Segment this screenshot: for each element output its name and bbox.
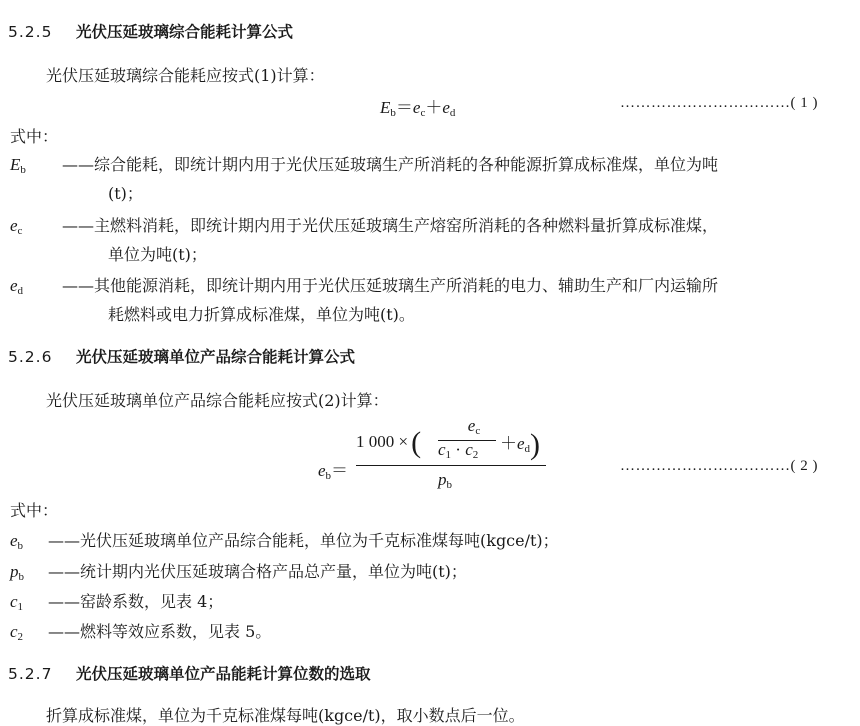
definition-symbol: $e_c$ xyxy=(10,216,23,237)
body-paragraph: 折算成标准煤，单位为千克标准煤每吨(kgce/t)，取小数点后一位。 xyxy=(46,706,525,725)
where-label: 式中： xyxy=(10,127,59,146)
section-title: 光伏压延玻璃单位产品能耗计算位数的选取 xyxy=(76,665,371,683)
section-number: 5.2.6 xyxy=(8,348,53,366)
equation-number: ( 1 ) xyxy=(790,95,818,111)
formula-2: $e_b=$ 1 000 × ( $e_c$ $c_1 \cdot c_2$ $+e_d$) $p_b$ xyxy=(318,418,558,494)
definition-symbol: $e_d$ xyxy=(10,276,24,297)
definition-continuation: 耗燃料或电力折算成标准煤，单位为吨(t)。 xyxy=(108,305,415,324)
section-heading-5-2-5 xyxy=(8,20,293,42)
formula-1: $E_b=e_c+e_d$ xyxy=(380,98,456,119)
definition-item: $p_b$ ——统计期内光伏压延玻璃合格产品总产量，单位为吨(t)； xyxy=(10,562,467,583)
definition-item: $e_d$ ——其他能源消耗，即统计期内用于光伏压延玻璃生产所消耗的电力、辅助生产和厂内运输所 xyxy=(10,276,719,297)
formula-2-leader: ……………………………( 2 ) xyxy=(620,458,818,474)
section-title: 光伏压延玻璃单位产品综合能耗计算公式 xyxy=(76,348,356,366)
definition-item: $c_1$ ——窑龄系数，见表 4； xyxy=(10,592,224,613)
section-title: 光伏压延玻璃综合能耗计算公式 xyxy=(76,23,294,41)
definition-symbol: $c_1$ xyxy=(10,592,24,613)
formula-1-leader: ……………………………( 1 ) xyxy=(620,95,818,111)
definition-continuation: (t)； xyxy=(108,184,143,203)
definition-symbol: $c_2$ xyxy=(10,622,24,643)
intro-paragraph: 光伏压延玻璃单位产品综合能耗应按式(2)计算： xyxy=(46,391,389,410)
definition-symbol: $p_b$ xyxy=(10,562,24,583)
section-heading-5-2-6 xyxy=(8,345,355,367)
section-number: 5.2.5 xyxy=(8,23,53,41)
definition-item: $c_2$ ——燃料等效应系数，见表 5。 xyxy=(10,622,272,643)
intro-paragraph: 光伏压延玻璃综合能耗应按式(1)计算： xyxy=(46,66,325,85)
section-heading-5-2-7 xyxy=(8,662,371,684)
definition-item: $e_c$ ——主燃料消耗，即统计期内用于光伏压延玻璃生产熔窑所消耗的各种燃料量折算成标准煤， xyxy=(10,216,719,237)
definition-symbol: $e_b$ xyxy=(10,531,24,552)
definition-item: $e_b$ ——光伏压延玻璃单位产品综合能耗，单位为千克标准煤每吨(kgce/t)； xyxy=(10,531,559,552)
definition-continuation: 单位为吨(t)； xyxy=(108,245,207,264)
equation-number: ( 2 ) xyxy=(790,458,818,474)
definition-item: $E_b$ ——综合能耗，即统计期内用于光伏压延玻璃生产所消耗的各种能源折算成标准煤，单位为吨 xyxy=(10,155,719,176)
section-number: 5.2.7 xyxy=(8,665,53,683)
where-label: 式中： xyxy=(10,501,59,520)
definition-symbol: $E_b$ xyxy=(10,155,26,176)
